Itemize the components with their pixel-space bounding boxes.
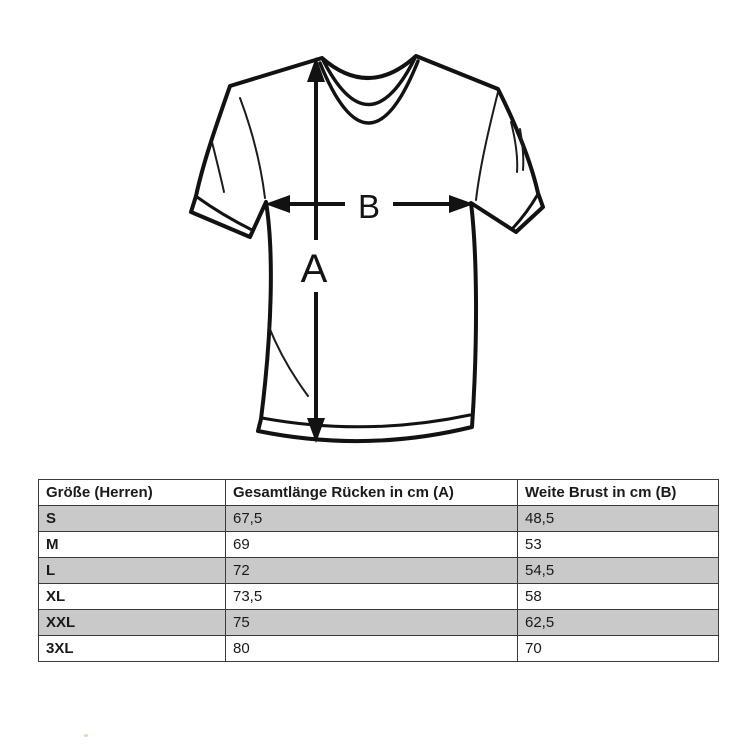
back-length-value: 73,5: [226, 584, 518, 610]
chest-width-value: 53: [518, 532, 719, 558]
chest-width-value: 58: [518, 584, 719, 610]
size-value: L: [39, 558, 226, 584]
size-table: [38, 479, 719, 662]
table-row-m: [39, 532, 719, 558]
table-row-3xl: [39, 636, 719, 662]
chest-width-value: 70: [518, 636, 719, 662]
chest-width-value: 54,5: [518, 558, 719, 584]
size-value: S: [39, 506, 226, 532]
back-length-value: 72: [226, 558, 518, 584]
table-row-s: [39, 506, 719, 532]
size-value: XL: [39, 584, 226, 610]
length-label-a: A: [300, 247, 328, 291]
tshirt-outline: [191, 56, 543, 441]
back-length-value: 75: [226, 610, 518, 636]
col-header-size: Größe (Herren): [39, 480, 226, 506]
chest-width-value: 48,5: [518, 506, 719, 532]
back-length-value: 80: [226, 636, 518, 662]
table-row-l: [39, 558, 719, 584]
chest-width-value: 62,5: [518, 610, 719, 636]
size-value: XXL: [39, 610, 226, 636]
table-header-row: [39, 480, 719, 506]
size-value: 3XL: [39, 636, 226, 662]
size-value: M: [39, 532, 226, 558]
table-row-xl: [39, 584, 719, 610]
back-length-value: 67,5: [226, 506, 518, 532]
col-header-back-length: Gesamtlänge Rücken in cm (A): [226, 480, 518, 506]
table-row-xxl: [39, 610, 719, 636]
artifact-dot: [84, 734, 88, 737]
chest-label-b: B: [357, 188, 381, 225]
back-length-value: 69: [226, 532, 518, 558]
col-header-chest-width: Weite Brust in cm (B): [518, 480, 719, 506]
